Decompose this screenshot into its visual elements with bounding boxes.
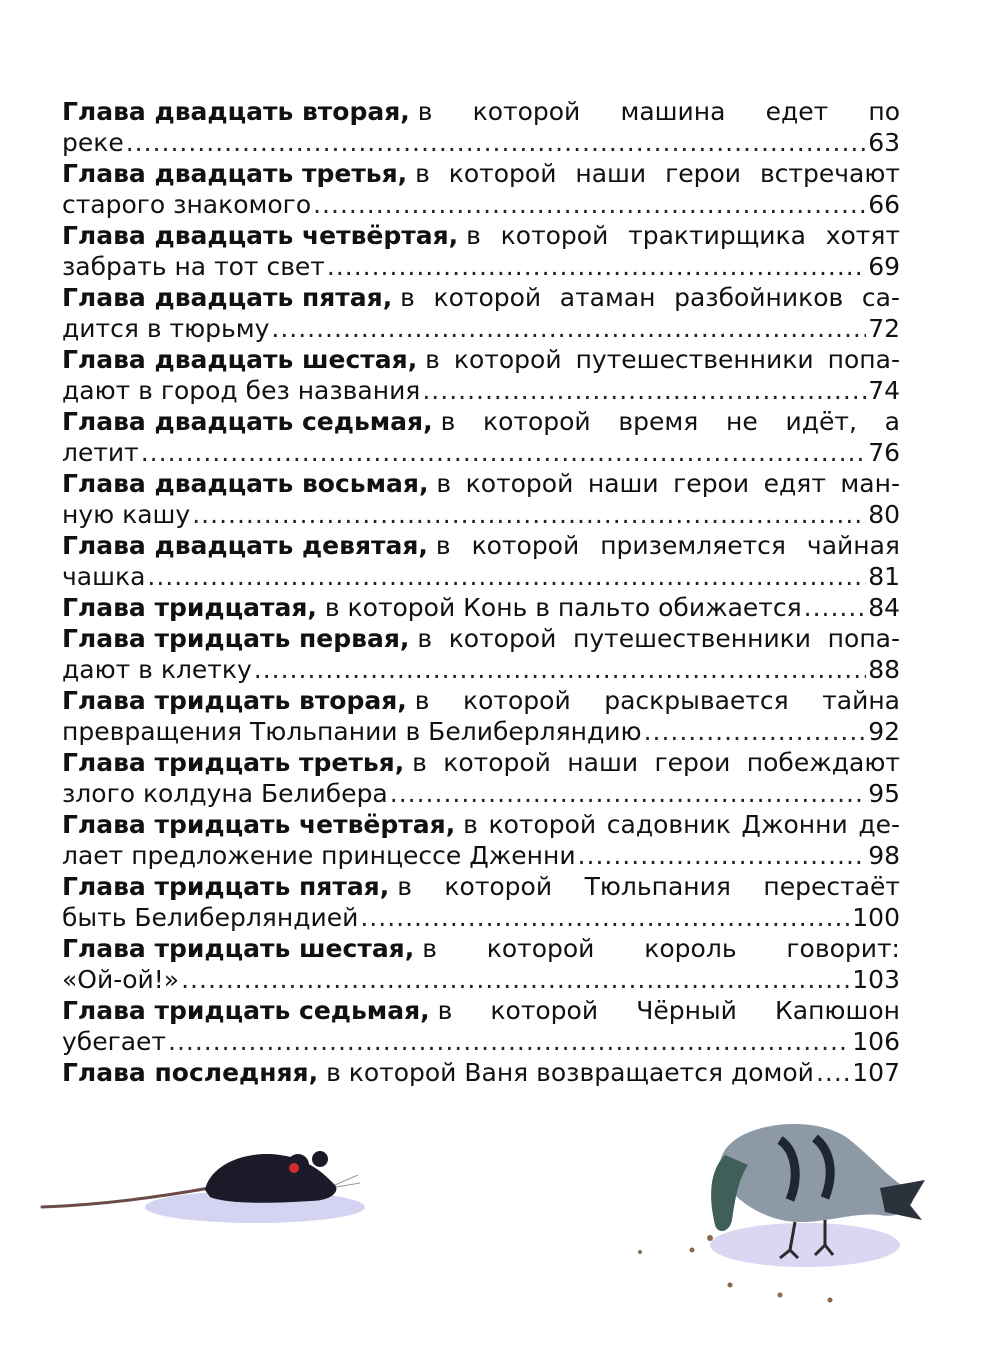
toc-entry[interactable]: [62, 685, 900, 747]
chapter-desc-cont: чашка: [62, 562, 146, 591]
chapter-title: Глава двадцать пятая,: [62, 283, 393, 312]
leader-dots: [390, 778, 866, 809]
chapter-title: Глава тридцать седьмая,: [62, 996, 430, 1025]
chapter-desc-cont: летит: [62, 438, 139, 467]
page-number: 98: [868, 841, 900, 870]
chapter-desc: [418, 96, 900, 127]
word: а: [884, 407, 900, 436]
word: в: [425, 345, 440, 374]
word: перестаёт: [763, 872, 900, 901]
word: герои: [673, 469, 750, 498]
leader-dots: [126, 127, 866, 158]
chapter-desc: [438, 995, 900, 1026]
word: ман-: [840, 469, 900, 498]
table-of-contents: [62, 96, 900, 1088]
word: которой: [488, 810, 597, 839]
chapter-title: Глава тридцатая,: [62, 593, 317, 622]
leader-dots: [422, 375, 866, 406]
chapter-desc-cont: «Ой-ой!»: [62, 965, 180, 994]
word: в: [397, 872, 412, 901]
chapter-desc-cont: превращения Тюльпании в Белиберляндию: [62, 717, 642, 746]
leader-dots: [254, 654, 866, 685]
word: которой: [433, 283, 542, 312]
word: раскрывается: [604, 686, 789, 715]
chapter-desc: [463, 809, 900, 840]
leader-dots: [168, 1026, 850, 1057]
word: король: [644, 934, 737, 963]
leader-dots: [816, 1057, 850, 1088]
toc-entry[interactable]: [62, 406, 900, 468]
word: разбойников: [674, 283, 844, 312]
chapter-desc-cont: лает предложение принцессе Дженни: [62, 841, 576, 870]
word: в: [415, 159, 430, 188]
toc-entry[interactable]: [62, 747, 900, 809]
word: которой: [453, 345, 562, 374]
chapter-title: Глава двадцать третья,: [62, 159, 408, 188]
leader-dots: [147, 561, 866, 592]
word: в: [440, 407, 456, 436]
word: наши: [587, 469, 659, 498]
word: садовник: [606, 810, 731, 839]
toc-entry[interactable]: [62, 995, 900, 1057]
word: тайна: [822, 686, 900, 715]
chapter-title: Глава двадцать девятая,: [62, 531, 428, 560]
word: которой: [471, 531, 580, 560]
chapter-desc-cont: ную кашу: [62, 500, 191, 529]
leader-dots: [644, 716, 867, 747]
word: Джонни: [741, 810, 848, 839]
toc-entry[interactable]: [62, 809, 900, 871]
word: наши: [575, 159, 647, 188]
word: которой: [490, 996, 599, 1025]
word: в: [436, 469, 452, 498]
word: едят: [763, 469, 826, 498]
word: в: [435, 531, 451, 560]
page-number: 84: [868, 593, 900, 622]
toc-entry[interactable]: [62, 344, 900, 406]
toc-entry[interactable]: [62, 871, 900, 933]
word: в: [463, 810, 478, 839]
word: в: [417, 97, 433, 126]
page-number: 69: [868, 252, 900, 281]
toc-entry[interactable]: [62, 623, 900, 685]
pigeon-illustration: [630, 1110, 930, 1320]
page-number: 74: [868, 376, 900, 405]
chapter-desc: [415, 158, 900, 189]
chapter-desc-cont: убегает: [62, 1027, 166, 1056]
leader-dots: [804, 592, 867, 623]
word: герои: [654, 748, 731, 777]
chapter-desc-cont: быть Белиберляндией: [62, 903, 359, 932]
word: которой: [444, 872, 553, 901]
leader-dots: [360, 902, 850, 933]
chapter-desc: [436, 530, 900, 561]
word: которой: [486, 934, 595, 963]
chapter-desc-cont: дают в город без названия: [62, 376, 421, 405]
word: в: [414, 686, 430, 715]
page-number: 72: [868, 314, 900, 343]
chapter-desc: [415, 685, 900, 716]
chapter-title: Глава тридцать шестая,: [62, 934, 415, 963]
chapter-title: Глава двадцать вторая,: [62, 97, 410, 126]
word: встречают: [759, 159, 900, 188]
word: хотят: [825, 221, 900, 250]
word: приземляется: [600, 531, 786, 560]
page-number: 107: [852, 1058, 900, 1087]
mouse-illustration: [40, 1135, 370, 1235]
word: машина: [620, 97, 726, 126]
page-number: 92: [868, 717, 900, 746]
chapter-desc: [400, 282, 900, 313]
page-number: 100: [852, 903, 900, 932]
page-number: 106: [852, 1027, 900, 1056]
chapter-desc-cont: забрать на тот свет: [62, 252, 325, 281]
word: по: [868, 97, 900, 126]
word: в: [422, 934, 437, 963]
toc-entry[interactable]: [62, 220, 900, 282]
toc-entry[interactable]: [62, 530, 900, 592]
chapter-desc: [412, 747, 900, 778]
word: попа-: [827, 345, 900, 374]
leader-dots: [271, 313, 866, 344]
word: де-: [858, 810, 900, 839]
word: которой: [448, 624, 557, 653]
word: путешественники: [575, 345, 814, 374]
word: которой: [448, 159, 557, 188]
word: путешественники: [572, 624, 812, 653]
chapter-desc: [397, 871, 900, 902]
leader-dots: [578, 840, 867, 871]
chapter-desc-cont: дится в тюрьму: [62, 314, 270, 343]
page-number: 88: [868, 655, 900, 684]
chapter-title: Глава двадцать шестая,: [62, 345, 418, 374]
page-number: 81: [868, 562, 900, 591]
chapter-desc-cont: старого знакомого: [62, 190, 312, 219]
word: в: [412, 748, 427, 777]
word: побеждают: [746, 748, 900, 777]
toc-entry[interactable]: [62, 282, 900, 344]
chapter-title: Глава двадцать четвёртая,: [62, 221, 459, 250]
word: говорит:: [786, 934, 900, 963]
word: Чёрный: [636, 996, 737, 1025]
chapter-desc: в которой Конь в пальто обижается: [324, 593, 802, 622]
chapter-title: Глава двадцать седьмая,: [62, 407, 433, 436]
word: время: [618, 407, 699, 436]
chapter-title: Глава двадцать восьмая,: [62, 469, 429, 498]
chapter-desc-cont: злого колдуна Белибера: [62, 779, 388, 808]
page-number: 103: [852, 965, 900, 994]
word: которой: [465, 469, 574, 498]
toc-entry[interactable]: [62, 468, 900, 530]
word: са-: [861, 283, 900, 312]
leader-dots: [327, 251, 866, 282]
word: чайная: [806, 531, 900, 560]
toc-entry[interactable]: [62, 96, 900, 158]
word: трактирщика: [628, 221, 806, 250]
toc-entry[interactable]: [62, 933, 900, 995]
leader-dots: [141, 437, 866, 468]
chapter-desc: [466, 220, 900, 251]
word: едет: [765, 97, 829, 126]
chapter-desc: [425, 344, 900, 375]
leader-dots: [313, 189, 866, 220]
word: герои: [665, 159, 742, 188]
chapter-title: Глава тридцать первая,: [62, 624, 410, 653]
word: наши: [567, 748, 639, 777]
chapter-title: Глава тридцать пятая,: [62, 872, 390, 901]
word: попа-: [827, 624, 900, 653]
chapter-title: Глава тридцать вторая,: [62, 686, 407, 715]
word: которой: [472, 97, 581, 126]
page-number: 80: [868, 500, 900, 529]
word: в: [437, 996, 453, 1025]
word: идёт,: [785, 407, 857, 436]
chapter-desc-cont: реке: [62, 128, 124, 157]
chapter-desc: [422, 933, 900, 964]
chapter-desc: [417, 623, 900, 654]
word: в: [417, 624, 433, 653]
chapter-title: Глава тридцать третья,: [62, 748, 405, 777]
word: в: [466, 221, 481, 250]
page-number: 66: [868, 190, 900, 219]
toc-entry[interactable]: [62, 158, 900, 220]
word: атаман: [559, 283, 656, 312]
chapter-desc: в которой Ваня возвращается домой: [326, 1058, 814, 1087]
page-number: 76: [868, 438, 900, 467]
word: которой: [500, 221, 609, 250]
chapter-desc: [441, 406, 900, 437]
word: в: [400, 283, 415, 312]
chapter-desc-cont: дают в клетку: [62, 655, 252, 684]
leader-dots: [192, 499, 866, 530]
word: Капюшон: [775, 996, 900, 1025]
chapter-title: Глава последняя,: [62, 1058, 319, 1087]
word: которой: [483, 407, 591, 436]
toc-entry[interactable]: [62, 1057, 900, 1088]
chapter-desc: [436, 468, 900, 499]
word: не: [726, 407, 758, 436]
page-number: 95: [868, 779, 900, 808]
page-number: 63: [868, 128, 900, 157]
chapter-title: Глава тридцать четвёртая,: [62, 810, 456, 839]
word: Тюльпания: [584, 872, 731, 901]
word: которой: [443, 748, 551, 777]
toc-entry[interactable]: [62, 592, 900, 623]
word: которой: [463, 686, 571, 715]
leader-dots: [181, 964, 850, 995]
